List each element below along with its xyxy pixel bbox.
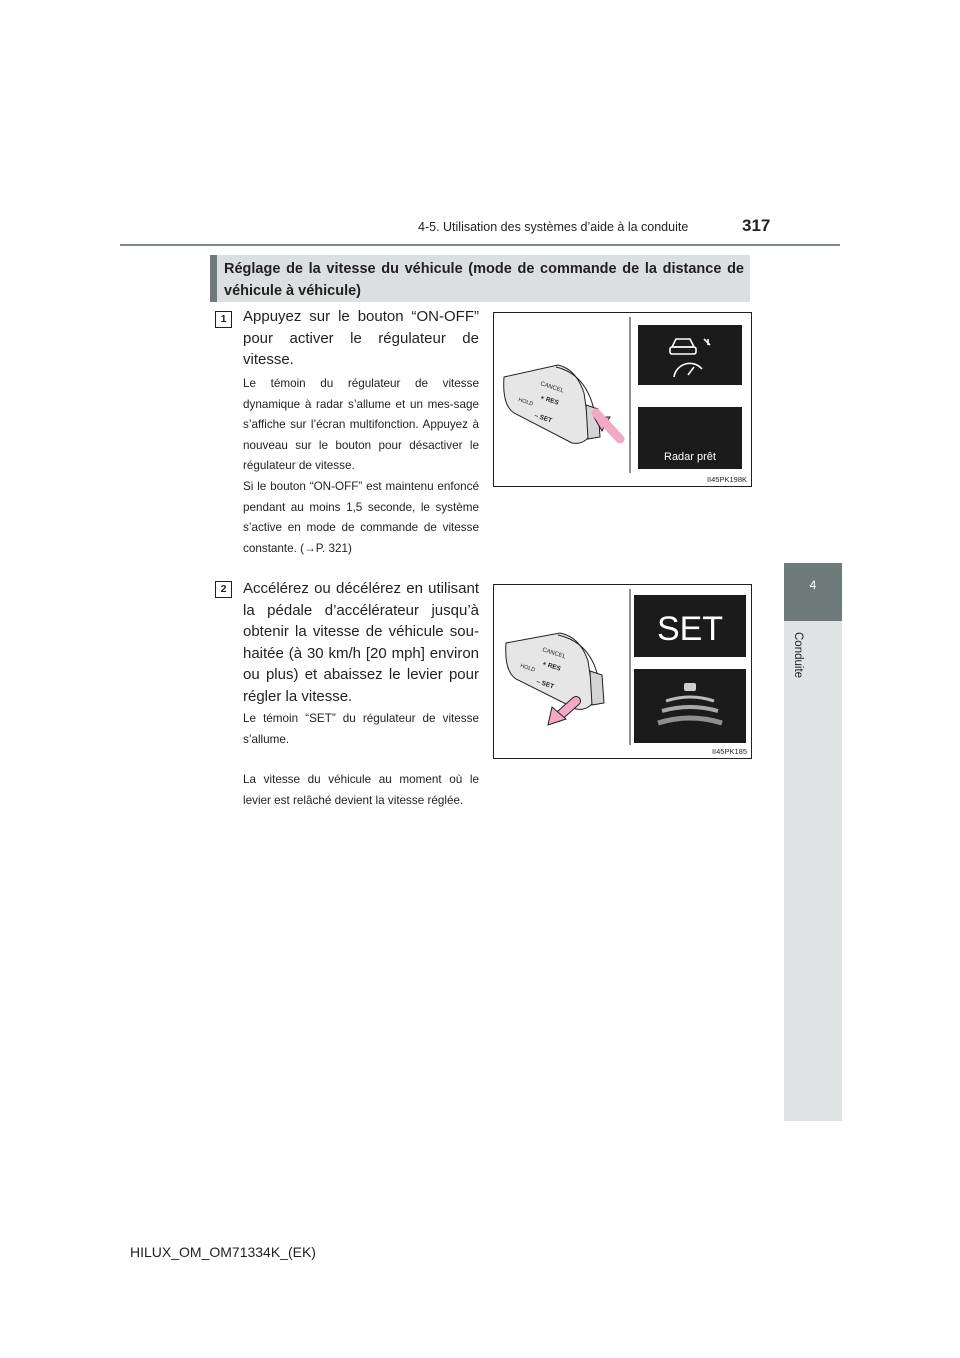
step-number-2: 2 [215,581,232,598]
footer-model-code: HILUX_OM_OM71334K_(EK) [130,1244,316,1260]
chapter-tab [784,563,842,621]
lever-set-label-2: – SET [535,678,555,691]
lever-res-label-2: + RES [541,660,562,673]
lever-set-label: – SET [533,412,553,425]
step-1-instruction: Appuyez sur le bouton “ON-OFF” pour activer le régulateur de vitesse. [243,308,479,368]
step-2-note-1: Le témoin “SET” du régulateur de vitesse s’allume. [243,712,479,746]
chapter-tab-strip [784,621,842,1121]
lever-hold-label-2: HOLD [519,663,536,674]
display-message-set: SET [656,610,724,648]
lever-hold-label: HOLD [517,397,534,408]
step-2-note-2: La vitesse du véhicule au moment où le levier est relâché devient la vitesse réglée. [243,773,479,807]
lever-down-arrow-icon [548,701,576,725]
step-1-note-1: Le témoin du régulateur de vitesse dynamique à radar s’allume et un mes-sage s’affiche sur l’écran multifonction. Appuyez à nouveau sur le bouton pour désactiver le régulateur de vitesse. [243,377,479,472]
section-title: Réglage de la vitesse du véhicule (mode de commande de la distance de véhicule à véhicule) [224,261,744,299]
lever-cancel-label: CANCEL [539,381,565,395]
step-2-instruction: Accélérez ou décélérez en utilisant la pédale d’accélérateur jusqu’à obtenir la vitesse de véhicule sou-haitée (à 30 km/h [20 mph] environ ou plus) et abaissez le levier pour régler la vitesse. [243,580,479,705]
lever-press-illustration [494,313,751,486]
display-message-radar-ready: Radar prêt [664,451,716,463]
step-1-note-2: Si le bouton “ON-OFF” est maintenu enfoncé pendant au moins 1,5 seconde, le système s’active en mode de commande de vitesse constante. (→P. 321) [243,480,479,555]
header-divider [120,244,840,246]
chapter-tab-label: Conduite [792,632,804,679]
lever-down-illustration [494,585,751,758]
figure-step-1 [493,312,752,487]
step-number-1: 1 [215,311,232,328]
radar-cruise-indicator-screen [638,325,742,385]
chapter-tab-number: 4 [809,578,817,592]
lever-res-label: + RES [539,394,560,407]
running-header-section: 4-5. Utilisation des systèmes d’aide à la conduite [418,220,689,234]
section-title-accent [210,255,217,302]
figure-code-1: II45PK198K [706,475,747,484]
figure-step-2 [493,584,752,759]
page-number: 317 [742,216,771,235]
figure-code-2: II45PK185 [711,747,747,756]
lever-cancel-label-2: CANCEL [541,647,567,661]
